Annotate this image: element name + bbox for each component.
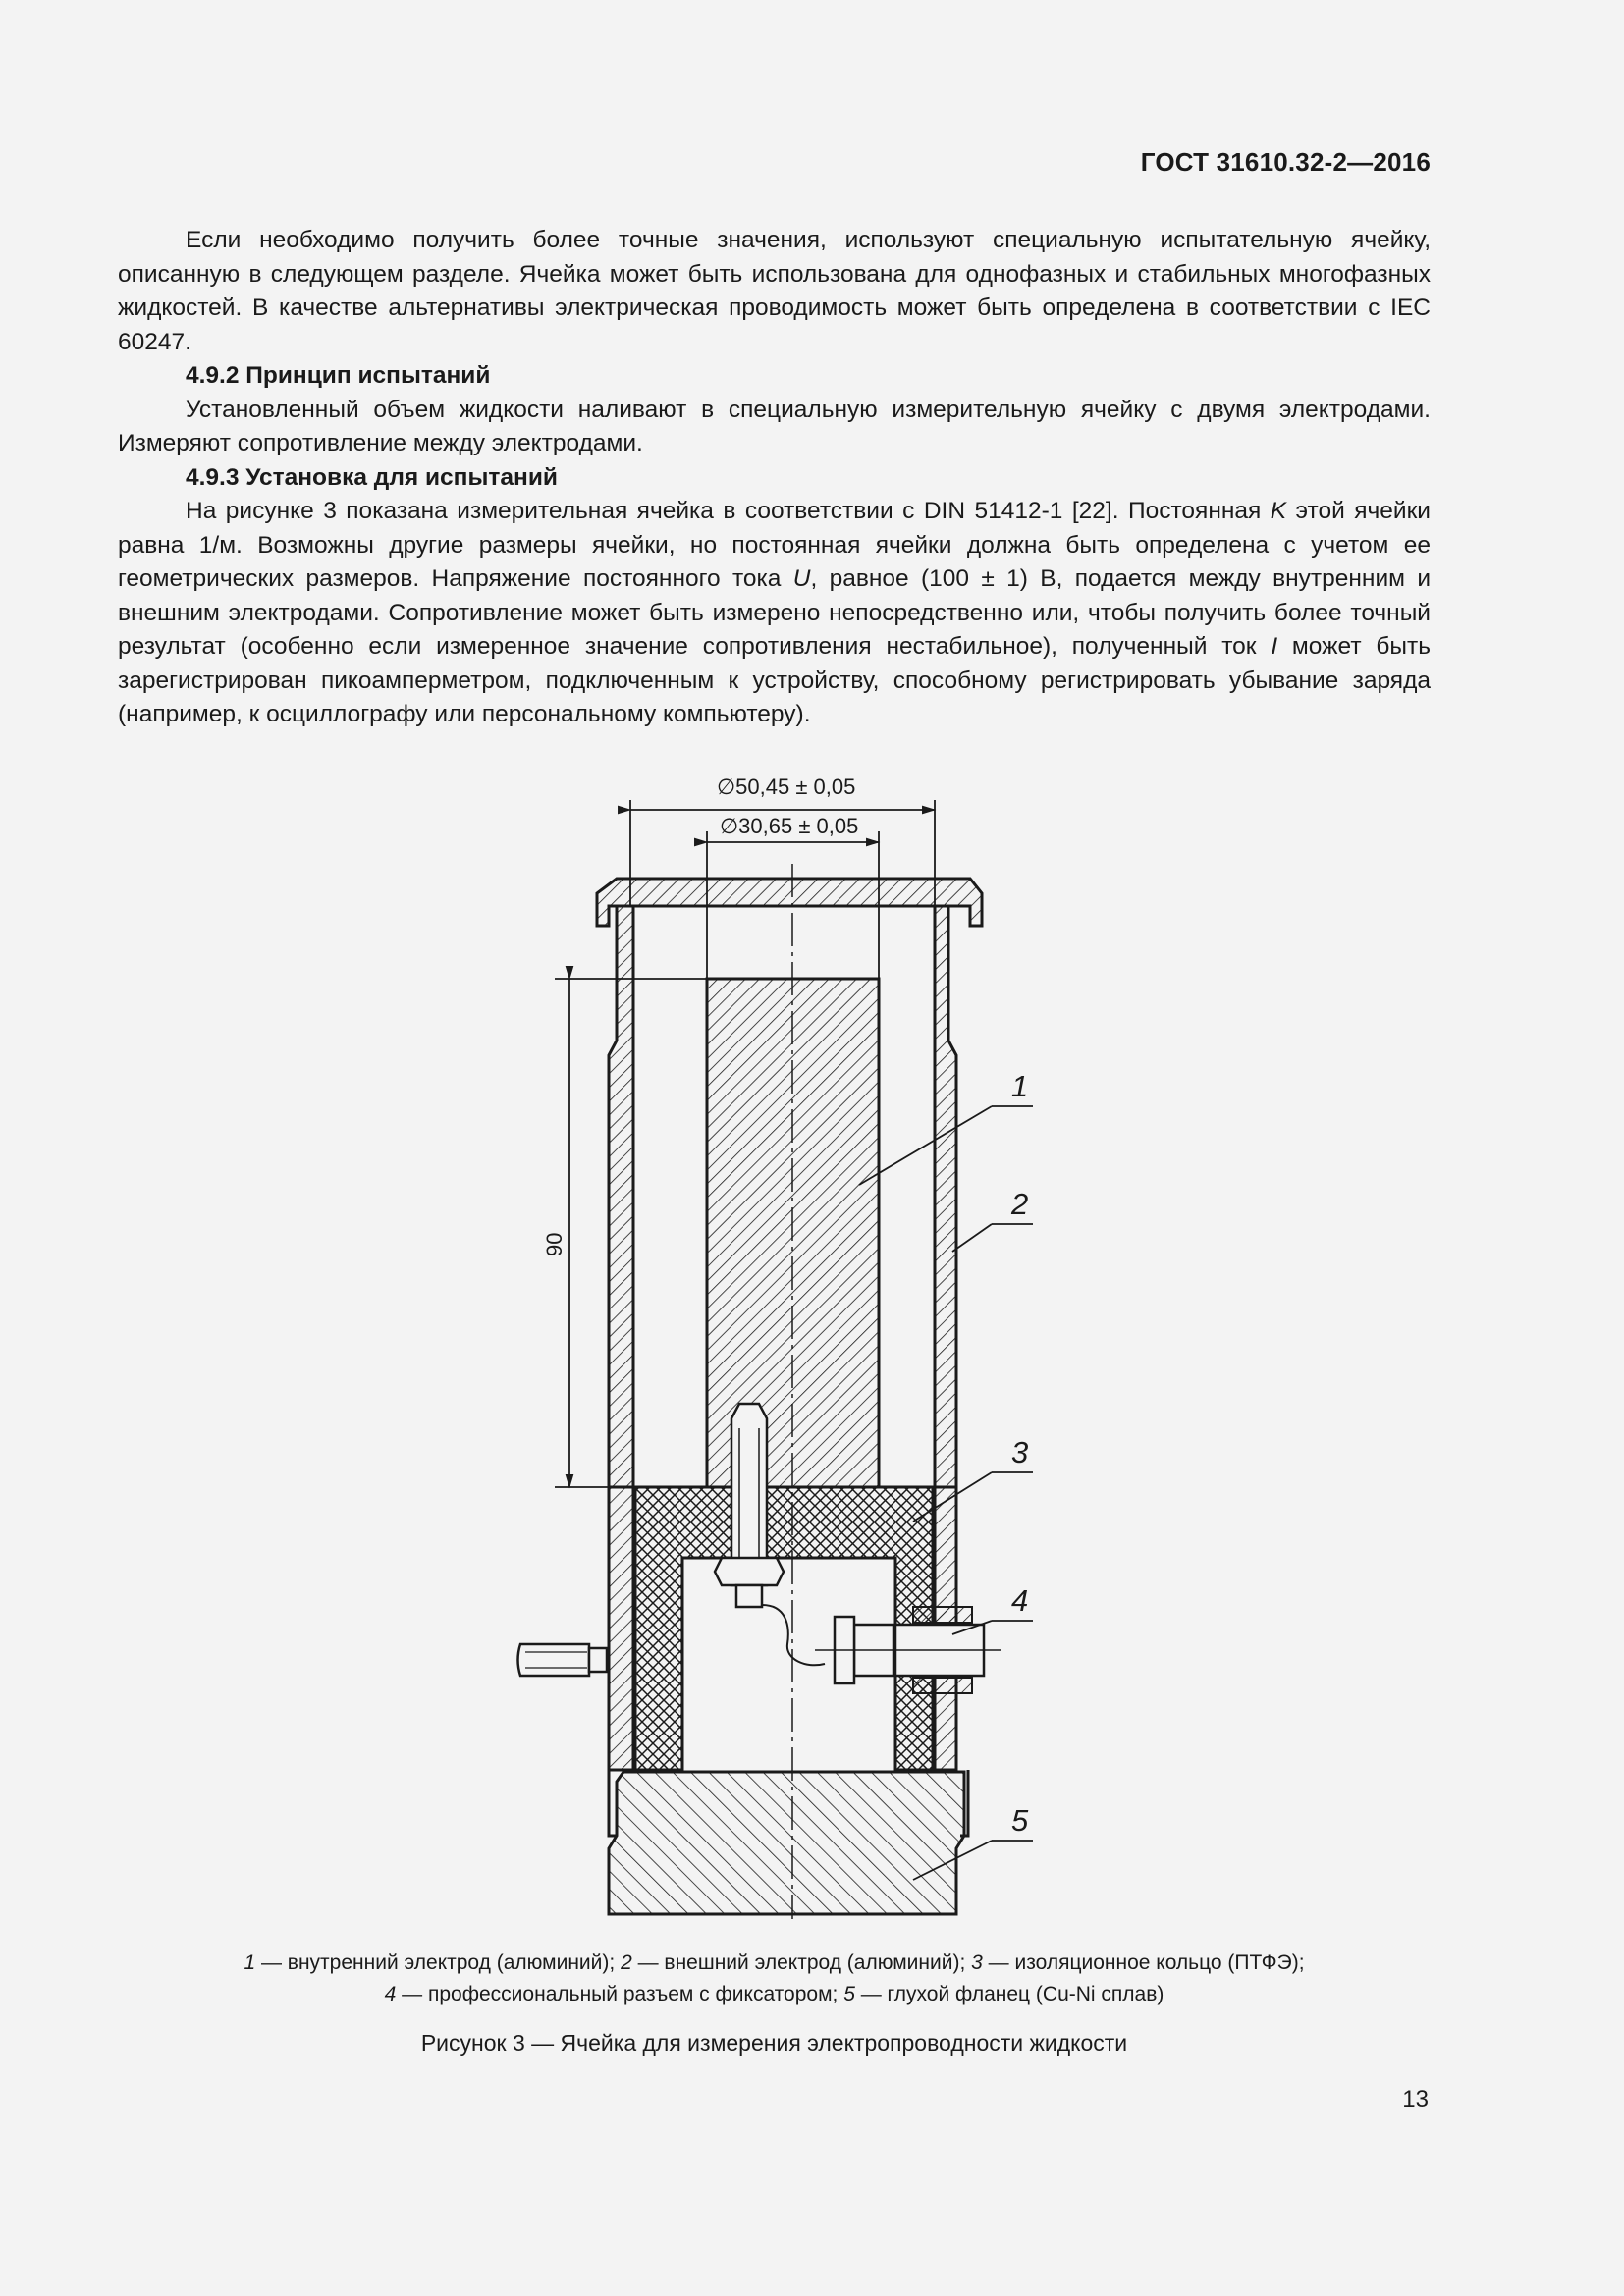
dim-outer-diameter: ∅50,45 ± 0,05 [717, 774, 856, 799]
callout-4: 4 [1011, 1583, 1029, 1618]
side-screw [518, 1644, 590, 1676]
symbol-k: K [1270, 498, 1287, 524]
callout-1: 1 [1011, 1069, 1029, 1103]
dim-height: 90 [542, 1232, 567, 1256]
standard-header: ГОСТ 31610.32-2—2016 [1140, 147, 1431, 177]
section-heading-4-9-3: 4.9.3 Установка для испытаний [186, 463, 558, 491]
figure-drawing [491, 761, 1041, 1934]
text-span: этой ячейки равна 1/м. Возможны другие размеры ячейки, но постоянная ячейки должна быть определена с учетом ее геометрических размеров. Напряжение постоянного тока [118, 498, 1431, 592]
bottom-flange [609, 1772, 964, 1914]
symbol-i: I [1271, 633, 1278, 660]
legend-num-1: 1 [244, 1951, 256, 1974]
legend-text-4: — профессиональный разъем с фиксатором; [396, 1983, 844, 2005]
legend-num-2: 2 [621, 1951, 632, 1974]
nut [715, 1558, 784, 1585]
legend-num-3: 3 [971, 1951, 983, 1974]
paragraph: Если необходимо получить более точные значения, используют специальную испытательную ячейку, описанную в следующем разделе. Ячейка может быть использована для однофазных и стабильных многофазных жидкостей. В качестве альтернативы электрическая проводимость может быть определена в соответствии с IEC 60247. [118, 227, 1431, 355]
text-span: может быть зарегистрирован пикоамперметром, подключенным к устройству, способному регистрировать убывание заряда (например, к осциллографу или персональному компьютеру). [118, 633, 1431, 727]
paragraph [118, 495, 1431, 732]
text-span: На рисунке 3 показана измерительная ячейка в соответствии с DIN 51412-1 [22]. Постоянная [186, 498, 1271, 524]
legend-text-1: — внутренний электрод (алюминий); [255, 1951, 622, 1974]
callout-2: 2 [1011, 1187, 1029, 1221]
outer-shell-lower [609, 1487, 633, 1770]
callout-3: 3 [1011, 1435, 1029, 1469]
wire [762, 1605, 825, 1665]
outer-electrode-right-wall [935, 906, 956, 1487]
dim-inner-diameter: ∅30,65 ± 0,05 [720, 814, 859, 838]
figure-caption: Рисунок 3 — Ячейка для измерения электропроводности жидкости [420, 2030, 1128, 2056]
legend-num-5: 5 [843, 1983, 855, 2005]
text-span: , равное (100 ± 1) В, подается между внутренним и внешним электродами. Сопротивление может быть измерено непосредственно или, чтобы получить более точный результат (особенно если измеренное значение сопротивления нестабильное), полученный ток [118, 565, 1432, 660]
legend-text-3: — изоляционное кольцо (ПТФЭ); [982, 1951, 1305, 1974]
top-cap [597, 879, 982, 926]
body-text [118, 224, 1431, 732]
paragraph: Установленный объем жидкости наливают в специальную измерительную ячейку с двумя электродами. Измеряют сопротивление между электродами. [118, 396, 1431, 456]
symbol-u: U [792, 565, 811, 592]
legend-line-1 [118, 1948, 1431, 1979]
page-number: 13 [1402, 2086, 1429, 2112]
legend-text-2: — внешний электрод (алюминий); [631, 1951, 972, 1974]
legend-text-5: — глухой фланец (Cu-Ni сплав) [854, 1983, 1164, 2005]
legend-num-4: 4 [384, 1983, 397, 2005]
outer-electrode-left-wall [609, 906, 633, 1487]
legend-line-2 [118, 1979, 1431, 2010]
section-heading-4-9-2: 4.9.2 Принцип испытаний [186, 362, 491, 389]
bolt-tip [736, 1585, 762, 1607]
callout-5: 5 [1011, 1803, 1029, 1838]
figure-legend [118, 1948, 1431, 2010]
